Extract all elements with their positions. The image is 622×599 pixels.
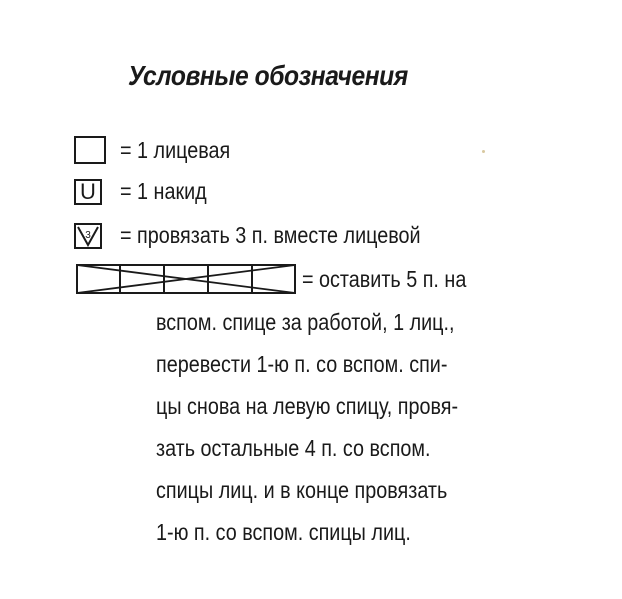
- yarn-over-icon-letter: U: [80, 178, 96, 204]
- legend-title: Условные обозначения: [128, 60, 408, 91]
- cable-cross-icon: [76, 264, 298, 301]
- cable-description-line: зать остальные 4 п. со вспом.: [156, 435, 431, 461]
- legend-text-knit: = 1 лицевая: [120, 136, 231, 163]
- cable-description-line: перевести 1-ю п. со вспом. спи-: [156, 351, 448, 377]
- legend-text-yarn-over: = 1 накид: [120, 178, 207, 204]
- paper-speck: [482, 150, 485, 153]
- cable-description-line: вспом. спице за работой, 1 лиц.,: [156, 309, 455, 335]
- yarn-over-icon: [74, 179, 102, 205]
- k3tog-icon-number: 3: [85, 229, 91, 241]
- legend-row-knit: [74, 136, 248, 164]
- legend-text-k3tog: = провязать 3 п. вместе лицевой: [120, 222, 421, 248]
- cable-description-line: цы снова на левую спицу, провя-: [156, 393, 459, 419]
- knit-3-together-icon: [74, 223, 102, 249]
- legend-text-cable-first-line: = оставить 5 п. на: [302, 266, 467, 292]
- legend-row-k3tog: [74, 222, 470, 249]
- cable-description-line: спицы лиц. и в конце провязать: [156, 477, 448, 503]
- cable-description-line: 1-ю п. со вспом. спицы лиц.: [156, 519, 411, 545]
- knit-stitch-icon: [74, 136, 106, 164]
- legend-row-yarn-over: [74, 178, 221, 205]
